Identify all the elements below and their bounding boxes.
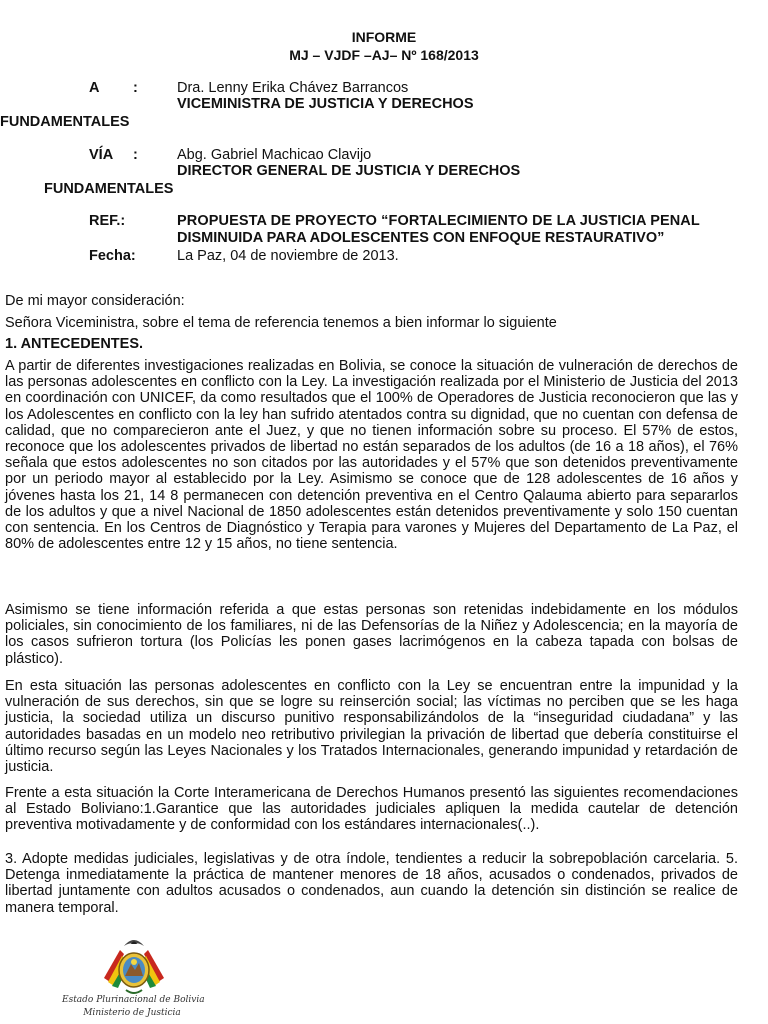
via-colon: : [133,147,138,163]
greeting: De mi mayor consideración: [5,293,185,309]
crest-laurel [126,990,142,993]
paragraph-recommendations: Frente a esta situación la Corte Interamericana de Derechos Humanos presentó las siguientes recomendaciones al Estado Boliviano:1.Garantice que las autoridades judiciales apliquen la medida cautelar de detención preventiva motivadamente y de conformidad con los estándares internacionales(..). [5,785,738,834]
document-title: INFORME [351,29,417,45]
ref-line2: DISMINUIDA PARA ADOLESCENTES CON ENFOQUE RESTAURATIVO” [177,230,665,246]
section-heading: 1. ANTECEDENTES. [5,336,144,352]
paragraph-antecedentes: A partir de diferentes investigaciones realizadas en Bolivia, se conoce la situación de vulneración de derechos de las personas adolescentes en conflicto con la Ley. La investigación realizada por el Ministerio de Justicia del 2013 en coordinación con UNICEF, da como resultados que el 100% de Operadores de Justicia reconocieron que las y los Adolescentes en conflicto con la ley han sufrido atentados contra su dignidad, que no cuentan con defensa de calidad, que no comparecieron ante el Juez, y que no tienen información sobre su proceso. El 57% de estos, reconoce que los adolescentes privados de libertad no están separados de los adultos (de 16 a 18 años), el 76% señala que estos adolescentes no son citados por las autoridades y el 57% que son detenidos preventivamente por un periodo mayor al establecido por la Ley. Asimismo se conoce que de 128 adolescentes de 16 años y jóvenes hasta los 21, 14 8 permanecen con detención preventiva en el Centro Qalauma abierto para separarlos de los adultos y que a nivel Nacional de 1850 adolescentes están detenidos preventivamente y solo 150 cuentan con sentencia. En los Centros de Diagnóstico y Terapia para varones y Mujeres del Departamento de La Paz, el 80% de adolescentes entre 12 y 15 años, no tiene sentencia. [5,358,738,553]
coat-of-arms-icon [98,930,170,1002]
seal-line2: Ministerio de Justicia [83,1008,181,1018]
to-label: A [89,80,100,96]
ref-label: REF.: [89,213,126,229]
via-label: VÍA [89,147,114,163]
intro-line: Señora Viceministra, sobre el tema de referencia tenemos a bien informar lo siguiente [5,315,557,331]
to-title-line1: VICEMINISTRA DE JUSTICIA Y DERECHOS [177,96,474,112]
via-title-line2: FUNDAMENTALES [44,181,174,197]
to-colon: : [133,80,138,96]
via-title-line1: DIRECTOR GENERAL DE JUSTICIA Y DERECHOS [177,163,521,179]
document-code: MJ – VJDF –AJ– Nº 168/2013 [289,47,479,63]
ref-line1: PROPUESTA DE PROYECTO “FORTALECIMIENTO DE LA JUSTICIA PENAL [177,213,700,229]
via-name: Abg. Gabriel Machicao Clavijo [177,147,372,163]
to-title-line2: FUNDAMENTALES [0,114,130,130]
date-label: Fecha: [89,248,136,264]
paragraph-impunity: En esta situación las personas adolescentes en conflicto con la Ley se encuentran entre la impunidad y la vulneración de sus derechos, sin que se logre su reinserción social; las víctimas no perciben que se les haga justicia, la sociedad utiliza un discurso punitivo responsabilizándolos de la “inseguridad ciudadana” y las autoridades basadas en un modelo neo retributivo privilegian la privación de libertad que debería constituirse el último recurso según las Leyes Nacionales y los Tratados Internacionales, generando impunidad y retardación de justicia. [5,678,738,776]
crest-sun [131,959,137,965]
paragraph-retention: Asimismo se tiene información referida a que estas personas son retenidas indebidamente en los módulos policiales, sin conocimiento de los familiares, ni de las Defensorías de la Niñez y Adolescencia; en la mayoría de los casos sufrieron tortura (los Policías les ponen gases lacrimógenos en la cabeza tapada con bolsas de plástico). [5,602,738,667]
seal-line1: Estado Plurinacional de Bolivia [62,995,205,1005]
date-value: La Paz, 04 de noviembre de 2013. [177,248,399,264]
to-name: Dra. Lenny Erika Chávez Barrancos [177,80,409,96]
paragraph-measures: 3. Adopte medidas judiciales, legislativas y de otra índole, tendientes a reducir la sobrepoblación carcelaria. 5. Detenga inmediatamente la práctica de mantener menores de 18 años, acusados o condenados, privados de libertad juntamente con adultos acusados o condenados, aun cuando la detención sin distinción se realice de manera temporal. [5,851,738,916]
